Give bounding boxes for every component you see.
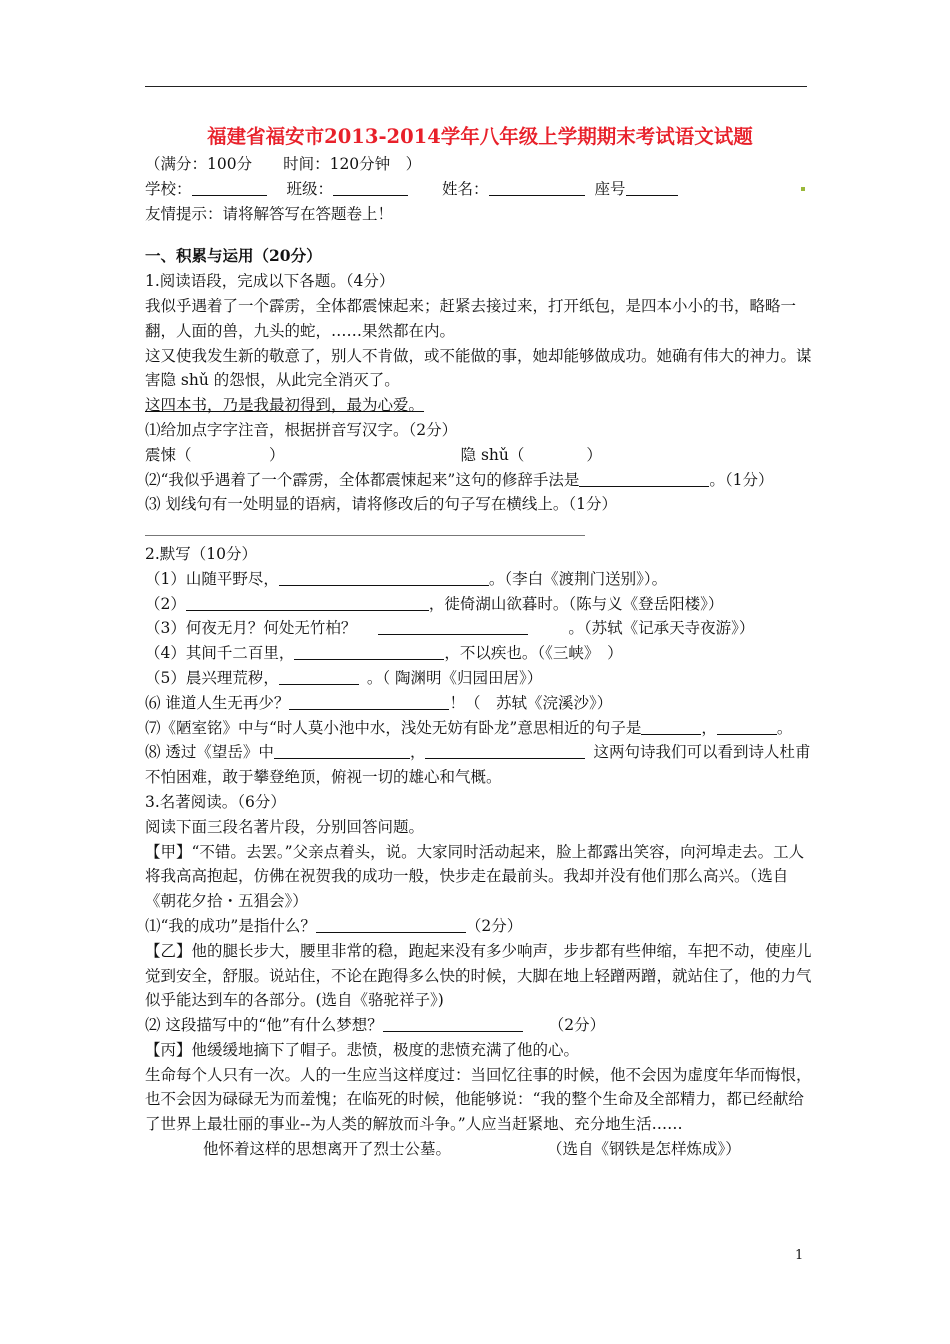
q1-sub2-blank[interactable]: [579, 471, 709, 487]
q3-question-2: ⑵ 这段描写中的“他”有什么梦想？ （2分）: [145, 1016, 606, 1035]
q2-line-5: （5）晨兴理荒秽， 。（ 陶渊明《归园田居》）: [145, 668, 543, 687]
q2-blank-3[interactable]: [378, 619, 528, 635]
q3-intro: 阅读下面三段名著片段，分别回答问题。: [145, 817, 425, 836]
q3-passage-jia: 【甲】“不错。去罢。”父亲点着头，说。大家同时活动起来，脸上都露出笑容，向河埠走去。工人将我高高抱起，仿佛在祝贺我的成功一般，快步走在最前头。我却并没有他们那么高兴。（选自《朝花夕拾・五猖会》）: [145, 842, 805, 911]
q1-sub1-answers: [145, 443, 815, 468]
q2-blank-2[interactable]: [186, 595, 429, 611]
q1-sub1-b[interactable]: 隐 shǔ（ ）: [460, 445, 602, 464]
exam-page: [145, 122, 815, 1162]
q2-line-3: （3）何夜无月？何处无竹柏？ 。（苏轼《记承天寺夜游》）: [145, 619, 755, 638]
seat-label: 座号: [594, 179, 626, 198]
q2-line-4: （4）其间千二百里， ，不以疾也。（《三峡》 ）: [145, 644, 623, 663]
tip-text: 友情提示：请将解答写在答题卷上！: [145, 204, 394, 223]
q1-sub3: ⑶ 划线句有一处明显的语病，请将修改后的句子写在横线上。（1分）: [145, 495, 618, 514]
q2-stem: 2.默写（10分）: [145, 544, 258, 563]
q2-line-7: ⑺《陋室铭》中与“时人莫小池中水，浅处无妨有卧龙”意思相近的句子是 ， 。: [145, 718, 793, 737]
q2-blank-7b[interactable]: [717, 719, 777, 735]
page-number: 1: [795, 1248, 804, 1263]
q1-passage-2: 这又使我发生新的敬意了，别人不肯做，或不能做的事，她却能够做成功。她确有伟大的神力。谋害隐 shǔ 的怨恨，从此完全消灭了。: [145, 346, 812, 390]
q2-blank-8b[interactable]: [425, 743, 585, 759]
q2-blank-5[interactable]: [279, 669, 359, 685]
q3-blank-2[interactable]: [383, 1016, 523, 1032]
q1-sub1: ⑴给加点字字注音，根据拼音写汉字。（2分）: [145, 420, 458, 439]
q2-blank-4[interactable]: [294, 644, 444, 660]
section-heading: 一、积累与运用（20分）: [145, 246, 322, 266]
student-info-row: [145, 177, 815, 202]
q2-blank-7a[interactable]: [641, 719, 701, 735]
q3-question-1: ⑴“我的成功”是指什么？ （2分）: [145, 916, 523, 935]
q1-sub3-line: [145, 517, 815, 542]
q3-blank-1[interactable]: [316, 917, 466, 933]
q1-passage-1: 我似乎遇着了一个霹雳，全体都震悚起来；赶紧去接过来，打开纸包，是四本小小的书，略略一翻，人面的兽，九头的蛇，……果然都在内。: [145, 296, 797, 340]
q1-underlined-sentence: 这四本书，乃是我最初得到，最为心爱。: [145, 396, 425, 415]
class-blank[interactable]: [333, 180, 408, 196]
q3-passage-bing-2: 生命每个人只有一次。人的一生应当这样度过：当回忆往事的时候，他不会因为虚度年华而悔恨，也不会因为碌碌无为而羞愧；在临死的时候，他能够说：“我的整个生命及全部精力，都已经献给了世界上最壮丽的事业--为人类的解放而斗争。”人应当赶紧地、充分地生活……: [145, 1065, 812, 1134]
q2-blank-6[interactable]: [289, 694, 449, 710]
q2-line-6: ⑹ 谁道人生无再少？ ！（ 苏轼《浣溪沙》）: [145, 693, 613, 712]
q1-stem: 1.阅读语段，完成以下各题。（4分）: [145, 272, 395, 291]
q3-passage-yi: 【乙】他的腿长步大，腰里非常的稳，跑起来没有多少响声，步步都有些伸缩，车把不动，使座儿觉到安全，舒服。说站住，不论在跑得多么快的时候，大脚在地上轻蹭两蹭，就站住了，他的力气似乎能达到车的各部分。(选自《骆驼祥子》): [145, 941, 812, 1010]
school-label: 学校：: [145, 179, 192, 198]
q1-sub2: ⑵“我似乎遇着了一个霹雳，全体都震悚起来”这句的修辞手法是 。（1分）: [145, 470, 774, 489]
q3-passage-bing-3: 他怀着这样的思想离开了烈士公墓。 （选自《钢铁是怎样炼成》）: [203, 1140, 741, 1159]
exam-meta: （满分：100分 时间：120分钟 ）: [145, 155, 422, 173]
seat-blank[interactable]: [626, 180, 678, 196]
q2-line-1: （1）山随平野尽， 。（李白《渡荆门送别》）。: [145, 569, 668, 588]
q3-passage-bing-1: 【丙】他缓缓地摘下了帽子。悲愤，极度的悲愤充满了他的心。: [145, 1040, 580, 1059]
q3-stem: 3.名著阅读。（6分）: [145, 792, 286, 811]
top-rule: [145, 86, 807, 87]
page-title: 福建省福安市2013-2014学年八年级上学期期末考试语文试题: [207, 125, 753, 148]
name-blank[interactable]: [489, 180, 585, 196]
q2-line-2: （2） ，徙倚湖山欲暮时。（陈与义《登岳阳楼》）: [145, 594, 724, 613]
q1-sub3-blank[interactable]: [145, 520, 585, 536]
q2-blank-8a[interactable]: [274, 743, 410, 759]
name-label: 姓名：: [442, 179, 489, 198]
q2-line-8: ⑻ 透过《望岳》中 ， 这两句诗我们可以看到诗人杜甫不怕困难，敢于攀登绝顶，俯视一切的雄心和气概。: [145, 743, 811, 787]
school-blank[interactable]: [192, 180, 267, 196]
q1-sub1-a[interactable]: 震悚（ ）: [145, 445, 285, 464]
class-label: 班级：: [286, 179, 334, 198]
q2-blank-1[interactable]: [279, 570, 489, 586]
